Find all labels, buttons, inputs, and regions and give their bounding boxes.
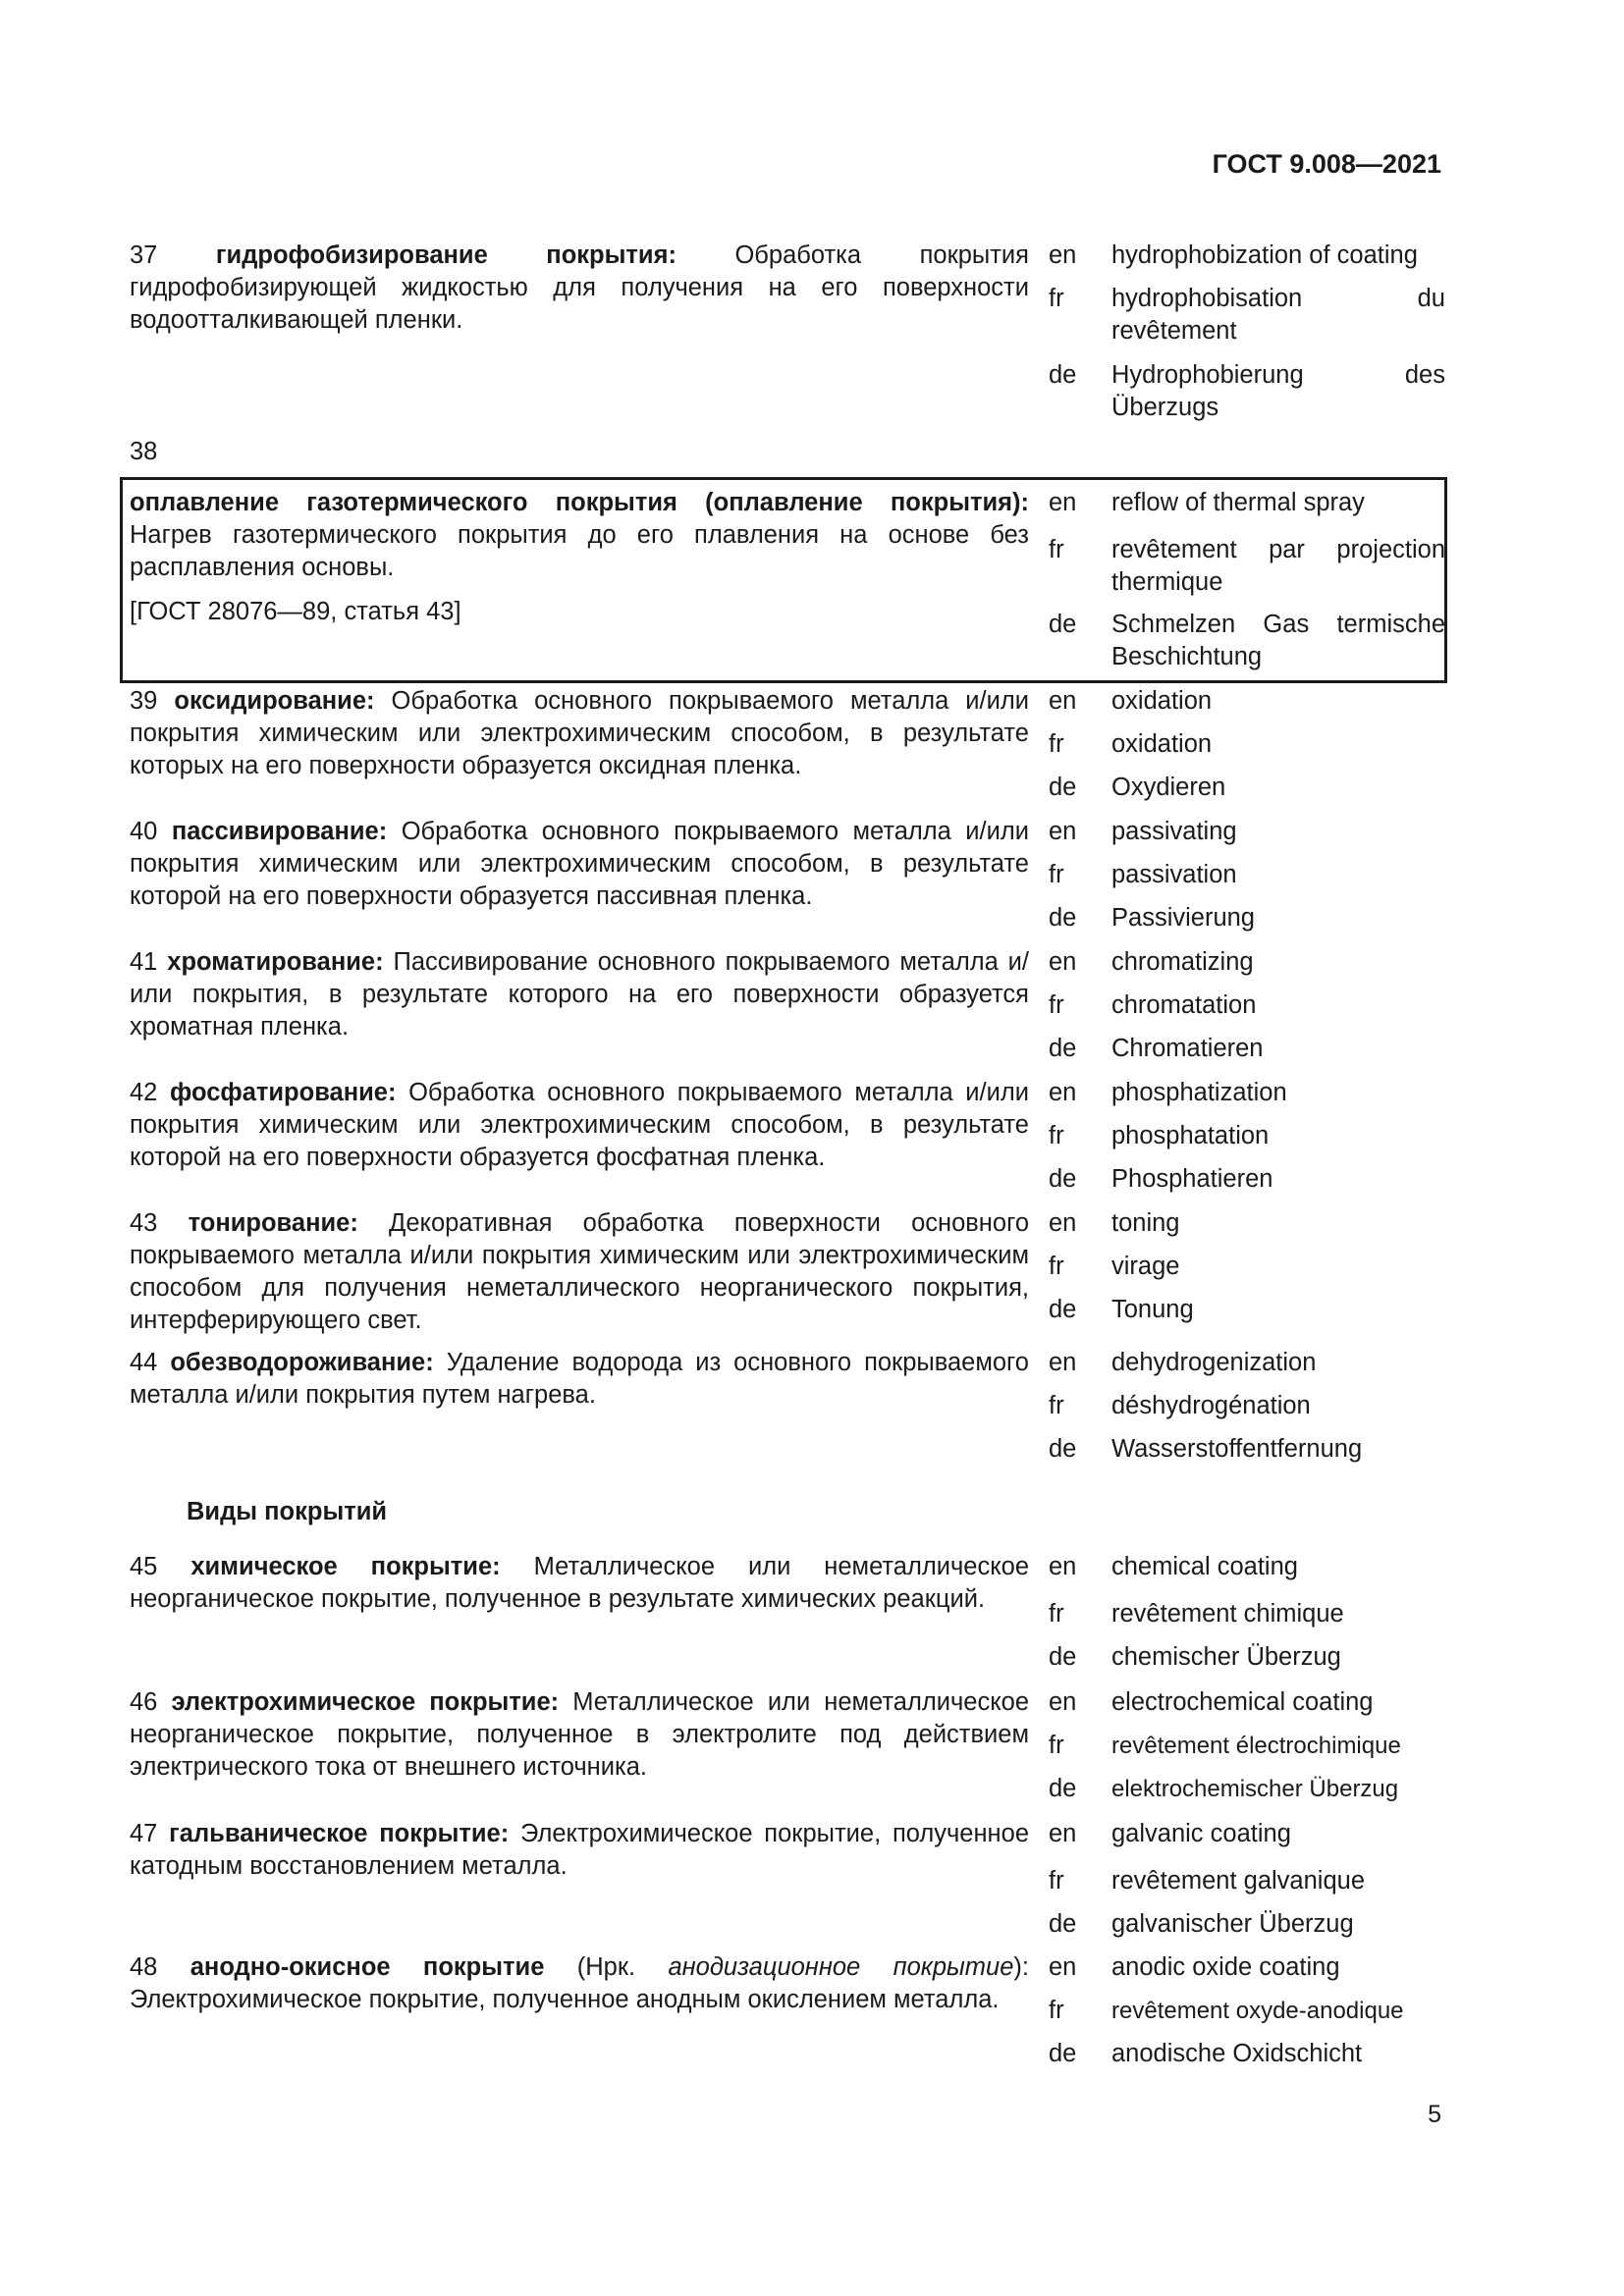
term: тонирование: — [188, 1209, 358, 1237]
equivalent-en: dehydrogenization — [1111, 1349, 1317, 1376]
lang-code-de: de — [1049, 361, 1077, 389]
lang-code-de: de — [1049, 1035, 1077, 1062]
definition-text: Металлическое или неметаллическое неорганическое покрытие, полученное в электролите под действием электрического тока от внешнего источника. — [130, 1688, 1029, 1781]
term: оксидирование: — [174, 687, 375, 715]
equivalent-fr: revêtement par projection thermique — [1111, 536, 1445, 596]
lang-code-en: en — [1049, 948, 1077, 976]
equivalent-de: Tonung — [1111, 1296, 1194, 1323]
lang-code-de: de — [1049, 1775, 1077, 1802]
definition — [130, 240, 1029, 337]
lang-code-en: en — [1049, 1349, 1077, 1376]
definition-text: Удаление водорода из основного покрываемого металла и/или покрытия путем нагрева. — [130, 1349, 1029, 1409]
definition — [130, 1951, 1029, 2016]
equivalent-de: Chromatieren — [1111, 1035, 1264, 1062]
lang-code-en: en — [1049, 1953, 1077, 1981]
equivalent-de: Phosphatieren — [1111, 1165, 1273, 1193]
equivalent-de: Hydrophobierung des Überzugs — [1111, 361, 1445, 421]
equivalent-fr: revêtement électrochimique — [1111, 1733, 1401, 1759]
equivalent-en: chemical coating — [1111, 1553, 1298, 1580]
lang-code-de: de — [1049, 774, 1077, 801]
equivalent-de: chemischer Überzug — [1111, 1643, 1341, 1671]
term: химическое покрытие: — [190, 1553, 501, 1580]
term-number: 44 — [130, 1349, 158, 1376]
lang-code-en: en — [1049, 818, 1077, 845]
equivalent-de: elektrochemischer Überzug — [1111, 1776, 1399, 1802]
definition — [130, 1686, 1029, 1784]
page-number: 5 — [1428, 2101, 1441, 2128]
document-header: ГОСТ 9.008—2021 — [1212, 149, 1441, 179]
term: пассивирование: — [171, 818, 388, 845]
lang-code-fr: fr — [1049, 1997, 1064, 2024]
term-number-38: 38 — [130, 438, 158, 465]
term: обезводороживание: — [170, 1349, 434, 1376]
definition — [130, 1818, 1029, 1883]
definition — [130, 1077, 1029, 1174]
lang-code-en: en — [1049, 489, 1077, 516]
equivalent-en: anodic oxide coating — [1111, 1953, 1340, 1981]
equivalent-de: Passivierung — [1111, 904, 1255, 932]
lang-code-fr: fr — [1049, 861, 1064, 888]
lang-code-en: en — [1049, 1553, 1077, 1580]
lang-code-de: de — [1049, 1296, 1077, 1323]
lang-code-fr: fr — [1049, 285, 1064, 312]
equivalent-fr: revêtement oxyde-anodique — [1111, 1998, 1404, 2024]
lang-code-en: en — [1049, 1209, 1077, 1237]
equivalent-fr: virage — [1111, 1253, 1180, 1280]
term-number: 43 — [130, 1209, 158, 1237]
term-number: 39 — [130, 687, 158, 715]
term-number: 37 — [130, 241, 158, 269]
term-number: 40 — [130, 818, 158, 845]
note-suffix: ): — [1013, 1953, 1029, 1981]
equivalent-en: passivating — [1111, 818, 1237, 845]
equivalent-fr: chromatation — [1111, 991, 1257, 1019]
equivalent-fr: revêtement chimique — [1111, 1600, 1344, 1628]
definition — [130, 685, 1029, 782]
definition-text: Обработка основного покрываемого металла и/или покрытия химическим или электрохимическим способом, в результате которой на его поверхности образуется фосфатная пленка. — [130, 1079, 1030, 1171]
equivalent-en: toning — [1111, 1209, 1180, 1237]
lang-code-de: de — [1049, 2040, 1077, 2067]
equivalent-en: oxidation — [1111, 687, 1213, 715]
lang-code-en: en — [1049, 687, 1077, 715]
term-number: 41 — [130, 948, 158, 976]
lang-code-fr: fr — [1049, 1867, 1064, 1895]
equivalent-de: galvanischer Überzug — [1111, 1910, 1354, 1938]
lang-code-de: de — [1049, 1643, 1077, 1671]
lang-code-fr: fr — [1049, 1392, 1064, 1419]
term-number: 47 — [130, 1820, 158, 1847]
section-heading: Виды покрытий — [187, 1498, 388, 1525]
definition-text: Пассивирование основного покрываемого металла и/или покрытия, в результате которого на его поверхности образуется хроматная пленка. — [130, 948, 1029, 1041]
term-number: 46 — [130, 1688, 158, 1716]
lang-code-en: en — [1049, 1820, 1077, 1847]
definition — [130, 1551, 1029, 1616]
equivalent-de: Oxydieren — [1111, 774, 1226, 801]
note-prefix: (Нрк. — [576, 1953, 636, 1981]
lang-code-fr: fr — [1049, 536, 1064, 563]
not-recommended-term: анодизационное покрытие — [668, 1953, 1014, 1981]
equivalent-fr: phosphatation — [1111, 1122, 1270, 1149]
definition — [130, 487, 1029, 628]
equivalent-de: Wasserstoffentfernung — [1111, 1435, 1363, 1463]
term-number: 42 — [130, 1079, 158, 1106]
term: гальваническое покрытие: — [169, 1820, 510, 1847]
lang-code-de: de — [1049, 1910, 1077, 1938]
lang-code-fr: fr — [1049, 991, 1064, 1019]
definition-text: Электрохимическое покрытие, полученное катодным восстановлением металла. — [130, 1820, 1029, 1880]
lang-code-en: en — [1049, 241, 1077, 269]
equivalent-en: reflow of thermal spray — [1111, 489, 1365, 516]
source-reference: [ГОСТ 28076—89, статья 43] — [130, 598, 461, 625]
equivalent-fr: déshydrogénation — [1111, 1392, 1311, 1419]
lang-code-de: de — [1049, 611, 1077, 638]
lang-code-de: de — [1049, 1435, 1077, 1463]
lang-code-en: en — [1049, 1688, 1077, 1716]
lang-code-en: en — [1049, 1079, 1077, 1106]
definition-text: Обработка покрытия гидрофобизирующей жидкостью для получения на его поверхности водоотталкивающей пленки. — [130, 241, 1029, 334]
term: фосфатирование: — [169, 1079, 397, 1106]
definition-text: Обработка основного покрываемого металла и/или покрытия химическим или электрохимическим способом, в результате которой на его поверхности образуется пассивная пленка. — [130, 818, 1029, 910]
definition — [130, 1347, 1029, 1412]
lang-code-fr: fr — [1049, 1122, 1064, 1149]
lang-code-fr: fr — [1049, 1253, 1064, 1280]
lang-code-fr: fr — [1049, 1600, 1064, 1628]
equivalent-en: hydrophobization of coating — [1111, 241, 1418, 269]
definition-text: Обработка основного покрываемого металла и/или покрытия химическим или электрохимическим способом, в результате которых на его поверхности образуется оксидная пленка. — [130, 687, 1030, 779]
definition-text: Декоративная обработка поверхности основного покрываемого металла и/или покрытия химическим или электрохимическим способом для получения неметаллического неорганического покрытия, интерферирующего свет. — [130, 1209, 1029, 1334]
definition-text: Нагрев газотермического покрытия до его плавления на основе без расплавления основы. — [130, 521, 1029, 581]
equivalent-fr: oxidation — [1111, 730, 1213, 758]
lang-code-fr: fr — [1049, 730, 1064, 758]
term: хроматирование: — [167, 948, 384, 976]
equivalent-en: chromatizing — [1111, 948, 1254, 976]
equivalent-en: phosphatization — [1111, 1079, 1287, 1106]
equivalent-fr: passivation — [1111, 861, 1237, 888]
equivalent-fr: hydrophobisation du revêtement — [1111, 285, 1445, 345]
term: оплавление газотермического покрытия (оплавление покрытия): — [130, 489, 1029, 516]
equivalent-de: anodische Oxidschicht — [1111, 2040, 1363, 2067]
lang-code-fr: fr — [1049, 1732, 1064, 1759]
lang-code-de: de — [1049, 904, 1077, 932]
term-number: 45 — [130, 1553, 158, 1580]
definition — [130, 1207, 1029, 1337]
term: анодно-окисное покрытие — [189, 1953, 545, 1981]
definition-text: Электрохимическое покрытие, полученное анодным окислением металла. — [130, 1986, 1000, 2013]
equivalent-en: electrochemical coating — [1111, 1688, 1374, 1716]
term: гидрофобизирование покрытия: — [215, 241, 677, 269]
lang-code-de: de — [1049, 1165, 1077, 1193]
term-number: 48 — [130, 1953, 158, 1981]
equivalent-fr: revêtement galvanique — [1111, 1867, 1366, 1895]
term: электрохимическое покрытие: — [171, 1688, 560, 1716]
equivalent-en: galvanic coating — [1111, 1820, 1291, 1847]
definition — [130, 816, 1029, 913]
definition-text: Металлическое или неметаллическое неорганическое покрытие, полученное в результате химических реакций. — [130, 1553, 1030, 1613]
definition — [130, 946, 1029, 1043]
equivalent-de: Schmelzen Gas termische Beschichtung — [1111, 611, 1445, 670]
